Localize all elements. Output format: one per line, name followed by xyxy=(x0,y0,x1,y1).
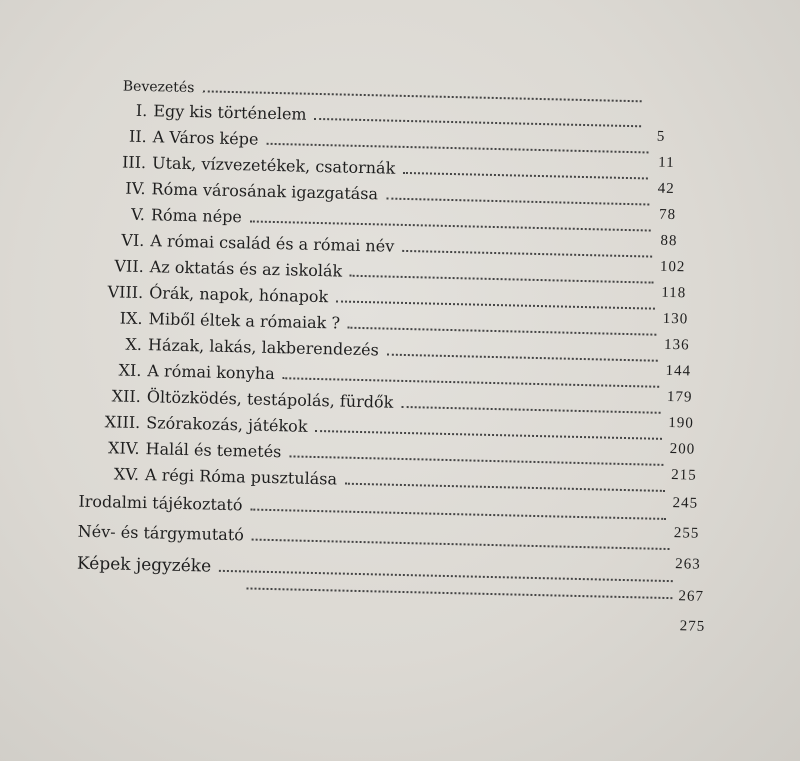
leader-dots xyxy=(350,275,653,284)
chapter-number: XV. xyxy=(113,464,140,484)
chapter-number: XIII. xyxy=(104,412,141,432)
page-number: 102 xyxy=(659,258,686,276)
toc-entry-title: A Város képe xyxy=(152,127,259,149)
chapter-number: III. xyxy=(121,152,147,173)
toc-entry-title: Irodalmi tájékoztató xyxy=(78,491,243,515)
toc-entry-title: Egy kis történelem xyxy=(153,101,307,124)
toc-entry-title: A római konyha xyxy=(147,361,275,384)
toc-entry-title: Bevezetés xyxy=(122,78,195,97)
leader-dots xyxy=(345,483,665,492)
page-number: 11 xyxy=(658,154,675,172)
toc-entry-title: Halál és temetés xyxy=(145,439,282,462)
toc-entry-title: Róma népe xyxy=(150,205,243,227)
page-number: 42 xyxy=(657,180,675,198)
leader-dots xyxy=(202,90,641,102)
page-number: 5 xyxy=(656,128,666,145)
page-number: 88 xyxy=(660,232,678,250)
toc-entry-title: Órák, napok, hónapok xyxy=(148,283,329,307)
toc-entry-title: Képek jegyzéke xyxy=(76,553,212,577)
toc-entry-title: Szórakozás, játékok xyxy=(146,413,308,436)
leader-dots xyxy=(246,587,672,599)
leader-dots xyxy=(348,327,656,336)
toc-entry-index xyxy=(78,522,676,556)
toc-extra-leader xyxy=(238,587,678,603)
chapter-number: VII. xyxy=(114,256,144,277)
page-number: 267 xyxy=(678,588,705,605)
page-number: 255 xyxy=(673,525,700,542)
chapter-number: I. xyxy=(135,100,148,121)
chapter-number: VIII. xyxy=(107,282,144,303)
page-number: 130 xyxy=(662,310,689,328)
leader-dots xyxy=(387,354,658,362)
toc-entry-title: Róma városának igazgatása xyxy=(151,179,379,204)
toc-entry-title: Házak, lakás, lakberendezés xyxy=(147,335,380,360)
toc-entry-title: Név- és tárgymutató xyxy=(77,521,245,545)
leader-dots xyxy=(283,377,660,388)
page-number: 78 xyxy=(658,206,677,224)
leader-dots xyxy=(266,143,648,154)
leader-dots xyxy=(401,406,660,414)
page-number: 215 xyxy=(671,467,697,484)
leader-dots xyxy=(252,539,670,550)
leader-dots xyxy=(315,430,662,440)
leader-dots xyxy=(289,455,663,465)
toc-entry-title: A régi Róma pusztulása xyxy=(144,465,338,489)
toc-entry-title: Az oktatás és az iskolák xyxy=(149,257,343,281)
toc-entry-title: Utak, vízvezetékek, csatornák xyxy=(151,153,396,178)
chapter-number: IX. xyxy=(119,308,143,329)
leader-dots xyxy=(402,250,652,258)
page-number: 190 xyxy=(668,414,695,432)
toc-entry-illustrations xyxy=(77,554,679,588)
page-number: 200 xyxy=(669,441,696,458)
chapter-number: XII. xyxy=(111,386,142,407)
page-number: 263 xyxy=(674,556,701,573)
chapter-number: II. xyxy=(128,126,147,147)
leader-dots xyxy=(250,220,651,231)
chapter-number: VI. xyxy=(121,230,145,251)
chapter-number: XIV. xyxy=(107,438,140,458)
chapter-number: V. xyxy=(130,204,146,225)
toc-entry-title: A római család és a római név xyxy=(150,231,395,256)
toc-entry-title: Öltözködés, testápolás, fürdők xyxy=(146,387,394,412)
leader-dots xyxy=(314,118,641,127)
toc-entry-title: Miből éltek a rómaiak ? xyxy=(148,309,341,333)
leader-dots xyxy=(403,172,648,180)
chapter-number: IV. xyxy=(125,178,146,199)
chapter-number: X. xyxy=(125,334,143,355)
page-number: 118 xyxy=(661,284,687,302)
page-number: 245 xyxy=(672,495,699,512)
leader-dots xyxy=(219,570,673,582)
page-number: 275 xyxy=(679,618,706,635)
leader-dots xyxy=(386,198,649,206)
page-number: 144 xyxy=(665,362,692,380)
leader-dots xyxy=(250,509,666,520)
chapter-number: XI. xyxy=(118,360,142,381)
toc-entry-bibliography xyxy=(78,492,672,525)
leader-dots xyxy=(336,300,655,309)
page-number: 136 xyxy=(663,336,690,354)
page-number: 179 xyxy=(666,388,693,406)
